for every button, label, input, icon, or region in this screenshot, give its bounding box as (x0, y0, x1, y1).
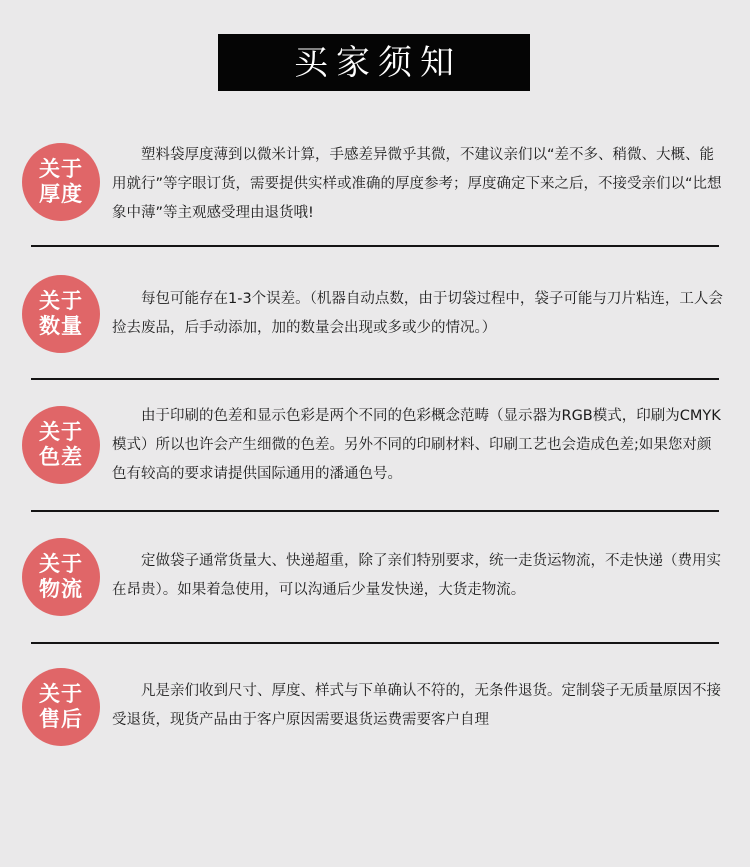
badge-logistics (22, 538, 100, 616)
title-banner (218, 34, 530, 91)
badge-line-1: 关于 (39, 157, 83, 181)
badge-color (22, 406, 100, 484)
badge-line-1: 关于 (39, 682, 83, 706)
badge-line-2: 物流 (39, 577, 83, 601)
badge-line-2: 售后 (39, 707, 83, 731)
badge-after-sales (22, 668, 100, 746)
divider (31, 245, 719, 247)
badge-line-2: 厚度 (39, 182, 83, 206)
section-text: 由于印刷的色差和显示色彩是两个不同的色彩概念范畴（显示器为RGB模式，印刷为CMYK模式）所以也许会产生细微的色差。另外不同的印刷材料、印刷工艺也会造成色差;如果您对颜色有较高的要求请提供国际通用的潘通色号。 (112, 408, 721, 482)
badge-thickness (22, 143, 100, 221)
badge-line-1: 关于 (39, 289, 83, 313)
badge-quantity (22, 275, 100, 353)
divider (31, 510, 719, 512)
section-text: 凡是亲们收到尺寸、厚度、样式与下单确认不符的，无条件退货。定制袋子无质量原因不接受退货，现货产品由于客户原因需要退货运费需要客户自理 (112, 683, 721, 728)
badge-line-1: 关于 (39, 420, 83, 444)
section-text: 定做袋子通常货量大、快递超重，除了亲们特别要求，统一走货运物流，不走快递（费用实在昂贵）。如果着急使用，可以沟通后少量发快递，大货走物流。 (112, 553, 721, 598)
badge-line-1: 关于 (39, 552, 83, 576)
badge-line-2: 数量 (39, 314, 83, 338)
page-title: 买家须知 (294, 42, 462, 83)
section-text: 每包可能存在1-3个误差。（机器自动点数，由于切袋过程中，袋子可能与刀片粘连，工人会捡去废品，后手动添加，加的数量会出现或多或少的情况。） (112, 291, 723, 336)
badge-line-2: 色差 (39, 445, 83, 469)
divider (31, 378, 719, 380)
section-text: 塑料袋厚度薄到以微米计算，手感差异微乎其微，不建议亲们以“差不多、稍微、大概、能用就行”等字眼订货，需要提供实样或准确的厚度参考；厚度确定下来之后，不接受亲们以“比想象中薄”等主观感受理由退货哦! (112, 147, 722, 221)
divider (31, 642, 719, 644)
